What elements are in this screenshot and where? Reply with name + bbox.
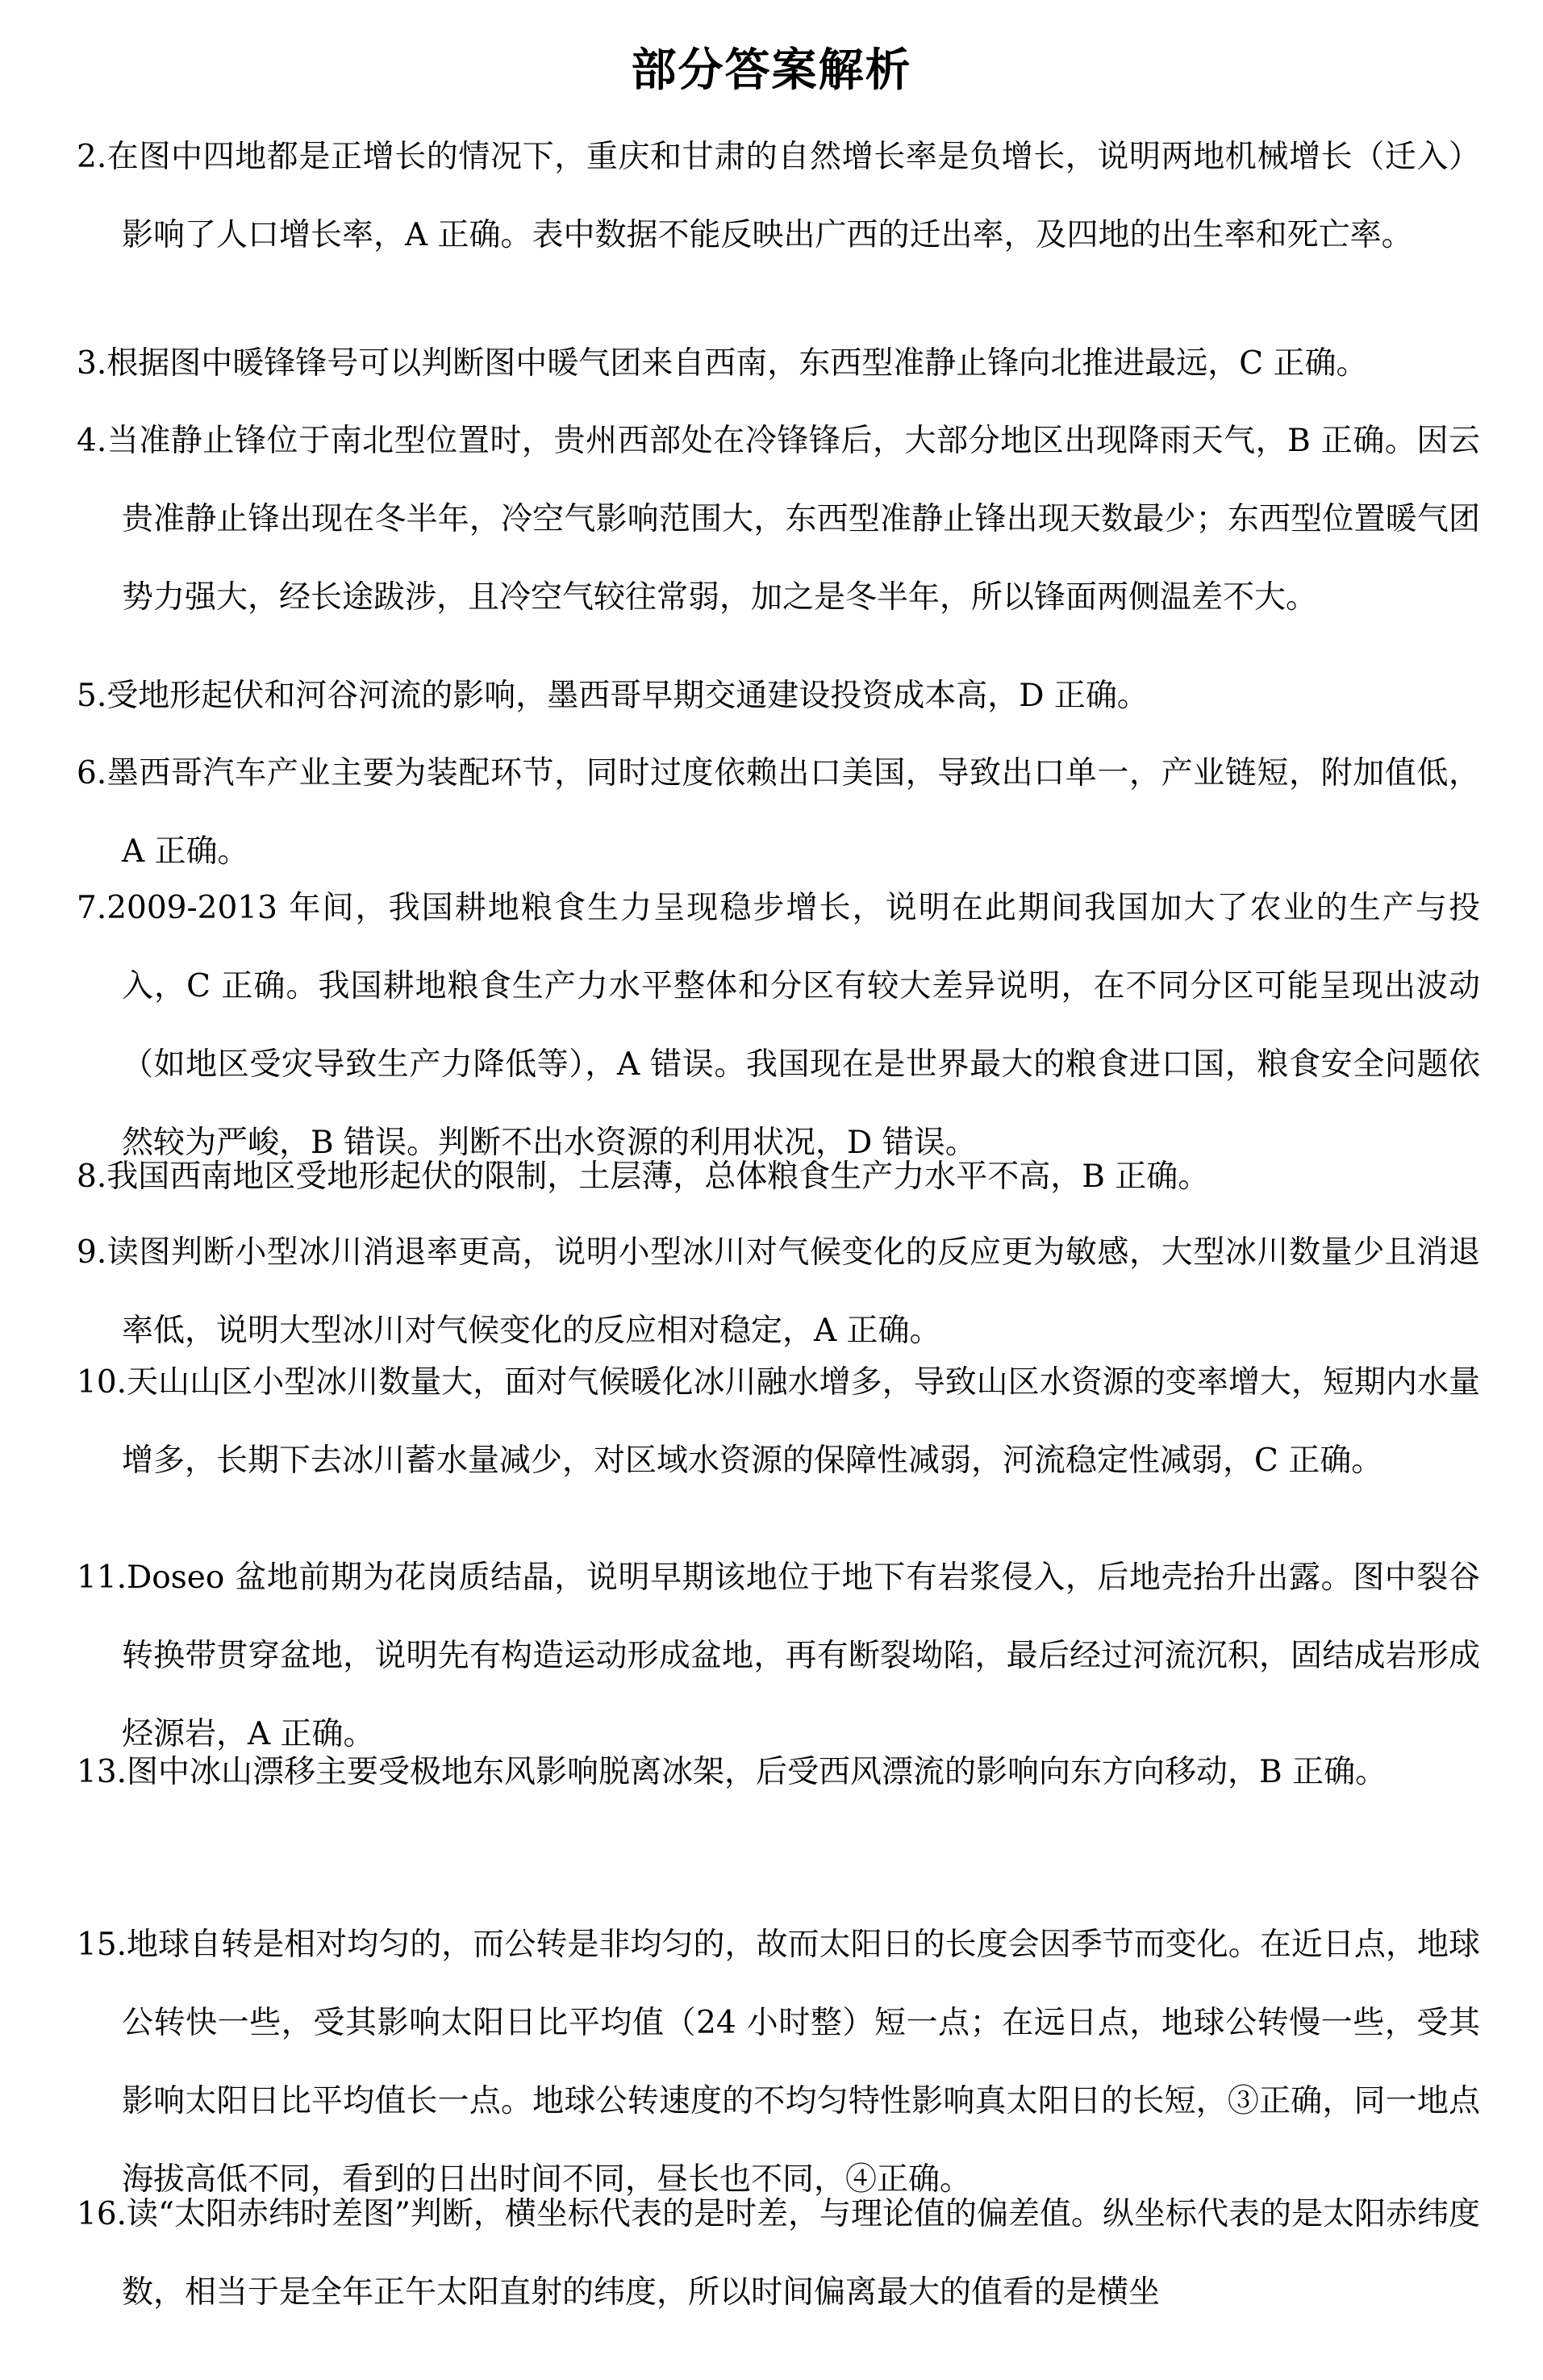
answer-item-9: 9.读图判断小型冰川消退率更高，说明小型冰川对气候变化的反应更为敏感，大型冰川数量少且消退率低，说明大型冰川对气候变化的反应相对稳定，A 正确。 bbox=[77, 1234, 1480, 1349]
answer-item-2: 2.在图中四地都是正增长的情况下，重庆和甘肃的自然增长率是负增长，说明两地机械增长（迁入）影响了人口增长率，A 正确。表中数据不能反映出广西的迁出率，及四地的出生率和死亡率。 bbox=[77, 139, 1480, 253]
answer-item-16: 16.读“太阳赤纬时差图”判断，横坐标代表的是时差，与理论值的偏差值。纵坐标代表的是太阳赤纬度数，相当于是全年正午太阳直射的纬度，所以时间偏离最大的值看的是横坐 bbox=[77, 2196, 1480, 2311]
answer-item-7: 7.2009-2013 年间，我国耕地粮食生力呈现稳步增长，说明在此期间我国加大了农业的生产与投入，C 正确。我国耕地粮食生产力水平整体和分区有较大差异说明，在不同分区可能呈现出波动（如地区受灾导致生产力降低等），A 错误。我国现在是世界最大的粮食进口国，粮食安全问题依然较为严峻，B 错误。判断不出水资源的利用状况，D 错误。 bbox=[77, 890, 1480, 1161]
page-title: 部分答案解析 bbox=[631, 44, 912, 97]
answer-item-6: 6.墨西哥汽车产业主要为装配环节，同时过度依赖出口美国，导致出口单一，产业链短，附加值低，A 正确。 bbox=[77, 755, 1480, 870]
answer-item-10: 10.天山山区小型冰川数量大，面对气候暖化冰川融水增多，导致山区水资源的变率增大，短期内水量增多，长期下去冰川蓄水量减少，对区域水资源的保障性减弱，河流稳定性减弱，C 正确。 bbox=[77, 1364, 1480, 1479]
answer-item-8: 8.我国西南地区受地形起伏的限制，土层薄，总体粮食生产力水平不高，B 正确。 bbox=[77, 1159, 1210, 1195]
answer-item-3: 3.根据图中暖锋锋号可以判断图中暖气团来自西南，东西型准静止锋向北推进最远，C 正确。 bbox=[77, 345, 1368, 382]
answer-item-11: 11.Doseo 盆地前期为花岗质结晶，说明早期该地位于地下有岩浆侵入，后地壳抬升出露。图中裂谷转换带贯穿盆地，说明先有构造运动形成盆地，再有断裂坳陷，最后经过河流沉积，固结成岩形成烃源岩，A 正确。 bbox=[77, 1560, 1480, 1752]
answer-item-4: 4.当准静止锋位于南北型位置时，贵州西部处在冷锋锋后，大部分地区出现降雨天气，B 正确。因云贵准静止锋出现在冬半年，冷空气影响范围大，东西型准静止锋出现天数最少；东西型位置暖气团势力强大，经长途跋涉，且冷空气较往常弱，加之是冬半年，所以锋面两侧温差不大。 bbox=[77, 423, 1480, 616]
answer-item-5: 5.受地形起伏和河谷河流的影响，墨西哥早期交通建设投资成本高，D 正确。 bbox=[77, 678, 1149, 714]
answer-item-13: 13.图中冰山漂移主要受极地东风影响脱离冰架，后受西风漂流的影响向东方向移动，B 正确。 bbox=[77, 1754, 1387, 1790]
answer-item-15: 15.地球自转是相对均匀的，而公转是非均匀的，故而太阳日的长度会因季节而变化。在近日点，地球公转快一些，受其影响太阳日比平均值（24 小时整）短一点；在远日点，地球公转慢一些，受其影响太阳日比平均值长一点。地球公转速度的不均匀特性影响真太阳日的长短，③正确，同一地点海拔高低不同，看到的日出时间不同，昼长也不同，④正确。 bbox=[77, 1927, 1480, 2198]
